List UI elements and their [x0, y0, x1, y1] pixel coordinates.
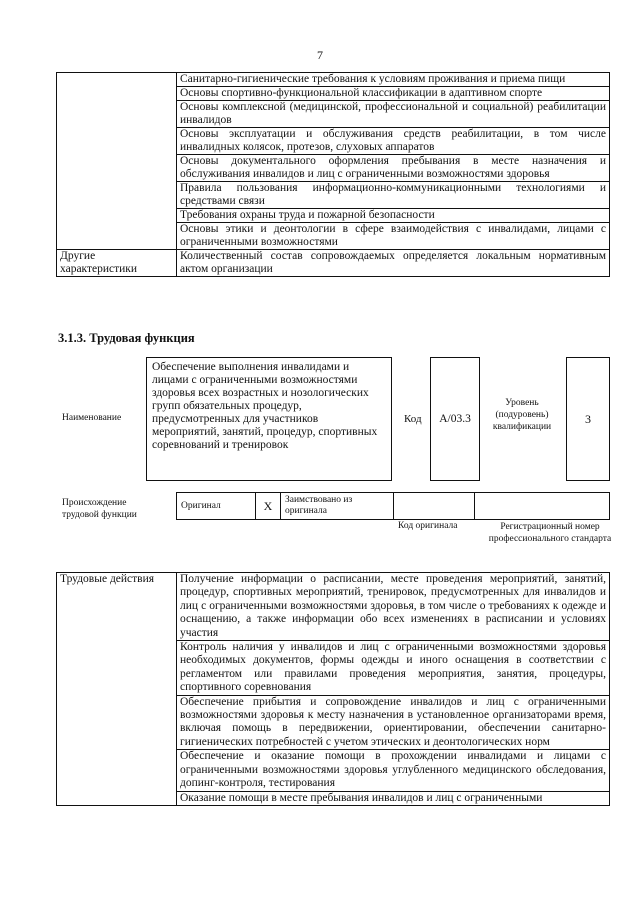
list-item: Основы документального оформления пребывания в месте назначения и обслуживания инвалидов и лиц с ограниченными возможностями здоровья: [177, 155, 610, 182]
registration-number-caption: Регистрационный номер профессионального стандарта: [488, 522, 612, 544]
origin-table: [176, 492, 610, 520]
original-code-caption: Код оригинала: [398, 521, 458, 531]
knowledge-table: [56, 72, 610, 277]
list-item: Получение информации о расписании, месте проведения мероприятий, занятий, процедур, спортивных мероприятий, тренировок, предусмотренных для инвалидов и лиц с ограниченными возможностями здоровья, в том числе о требованиях к одежде и оснащению, а также информации обо всех изменениях в расписании и условиях участия: [177, 573, 610, 641]
list-item: Требования охраны труда и пожарной безопасности: [177, 209, 610, 223]
list-item: Контроль наличия у инвалидов и лиц с ограниченными возможностями здоровья необходимых документов, формы одежды и иного оснащения в соответствии с регламентом или правилами проведения мероприятия, занятия, процедуры, спортивного соревнования: [177, 641, 610, 696]
qualification-level-value: 3: [566, 357, 610, 481]
function-name: Обеспечение выполнения инвалидами и лицами с ограниченными возможностями здоровья всех возрастных и нозологических групп обязательных процедур, предусмотренных для участников мероприятий, занятий, процедур, спортивных соревнований и тренировок: [146, 357, 392, 481]
list-item: Обеспечение и оказание помощи в прохождении инвалидами и лицами с ограниченными возможностями здоровья углубленного медицинского обследования, допинг-контроля, тестирования: [177, 750, 610, 791]
labor-actions-label: Трудовые действия: [57, 573, 177, 806]
registration-number-cell: [475, 493, 610, 520]
list-item: Оказание помощи в месте пребывания инвалидов и лиц с ограниченными: [177, 791, 610, 805]
list-item: Основы комплексной (медицинской, профессиональной и социальной) реабилитации инвалидов: [177, 101, 610, 128]
original-mark: X: [256, 493, 281, 520]
page-number: 7: [317, 48, 323, 62]
function-code: A/03.3: [430, 357, 480, 481]
empty-label-cell: [57, 73, 177, 250]
origin-label: Происхождение трудовой функции: [62, 498, 137, 520]
code-label: Код: [404, 413, 422, 425]
list-item: Основы эксплуатации и обслуживания средств реабилитации, в том числе инвалидных колясок, протезов, слуховых аппаратов: [177, 128, 610, 155]
section-title: 3.1.3. Трудовая функция: [58, 331, 195, 345]
list-item: Основы спортивно-функциональной классификации в адаптивном спорте: [177, 87, 610, 101]
original-code-cell: [394, 493, 475, 520]
other-characteristics-text: Количественный состав сопровождаемых определяется локальным нормативным актом организации: [177, 250, 610, 277]
list-item: Основы этики и деонтологии в сфере взаимодействия с инвалидами, лицами с ограниченными возможностями: [177, 223, 610, 250]
original-cell: Оригинал: [177, 493, 256, 520]
qualification-level-label: Уровень (подуровень) квалификации: [492, 398, 552, 432]
list-item: Санитарно-гигиенические требования к условиям проживания и приема пищи: [177, 73, 610, 87]
other-characteristics-label: Другие характеристики: [57, 250, 177, 277]
list-item: Обеспечение прибытия и сопровождение инвалидов и лиц с ограниченными возможностями здоровья к месту назначения в установленное организаторами время, включая помощь в передвижении, ориентировании, обеспечении санитарно-гигиенических потребностей с учетом этических и деонтологических норм: [177, 695, 610, 750]
list-item: Правила пользования информационно-коммуникационными технологиями и средствами связи: [177, 182, 610, 209]
name-label: Наименование: [62, 413, 122, 423]
borrowed-cell: Заимствовано из оригинала: [281, 493, 394, 520]
labor-actions-table: [56, 572, 610, 806]
